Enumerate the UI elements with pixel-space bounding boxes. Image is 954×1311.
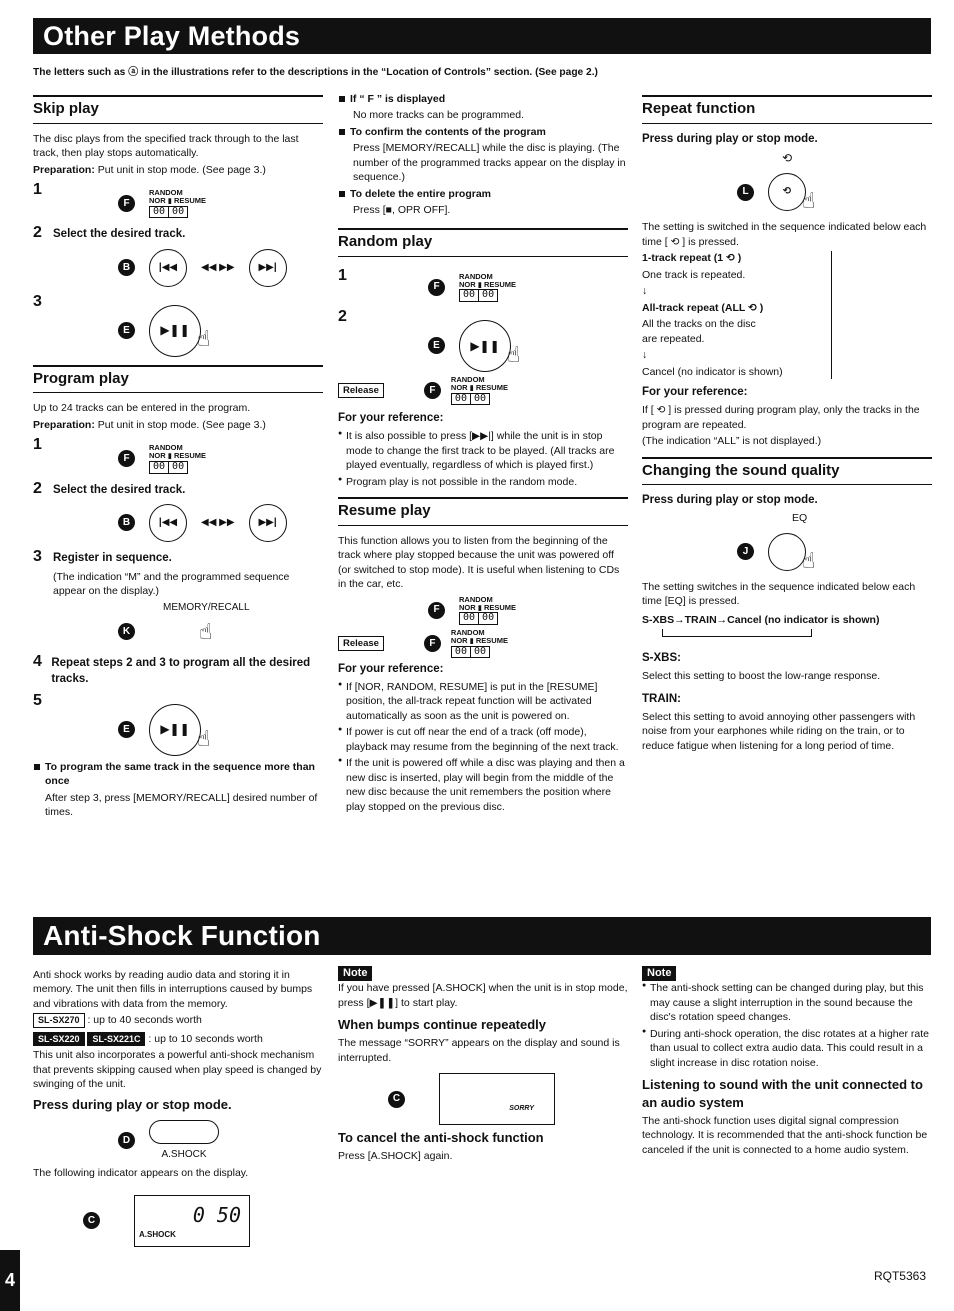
delete-heading: To delete the entire program <box>338 187 628 201</box>
same-track-text: After step 3, press [MEMORY/RECALL] desired number of times. <box>45 791 318 819</box>
label-e-icon: E <box>118 322 135 339</box>
random-play-illus <box>428 320 628 372</box>
label-e-icon: E <box>118 721 135 738</box>
repeat-symbol-icon: ⟲ <box>782 150 793 165</box>
sxbs-heading: S-XBS: <box>642 652 681 665</box>
hand-icon: ☝ <box>197 326 211 352</box>
lcd-display: RANDOM NOR ▮ RESUME 00 00 <box>459 594 517 624</box>
document-code: RQT5363 <box>873 1269 926 1283</box>
label-f-icon: F <box>428 279 445 296</box>
play-pause-button[interactable]: ▶❚❚ <box>149 704 201 756</box>
repeat-all-text: All the tracks on the disc are repeated. <box>642 318 756 345</box>
antishock-press: Press during play or stop mode. <box>33 1096 232 1112</box>
antishock-following: The following indicator appears on the display. <box>33 1167 249 1180</box>
section-banner-other-play: Other Play Methods <box>33 18 931 54</box>
lcd-display: RANDOM NOR ▮ RESUME 00 00 <box>149 188 207 217</box>
resume-ref-3: ● If the unit is powered off while a disc was playing and then a new disc is inserted, play will begin from the middle of the new disc because the unit remembers the position where play stopped on the previous disc. <box>338 756 628 814</box>
repeat-button-illus <box>737 168 932 216</box>
bumps-heading: When bumps continue repeatedly <box>338 1017 547 1033</box>
confirm-text: Press [MEMORY/RECALL] while the disc is playing. (The number of the programmed tracks appear on the display in sequence.) <box>353 142 626 184</box>
resume-ref-2: ● If power is cut off near the end of a track (off mode), playback may resume from the beginning of the next track. <box>338 725 628 754</box>
resume-play-heading: Resume play <box>338 497 628 526</box>
if-f-text: No more tracks can be programmed. <box>353 109 524 122</box>
listen-heading: Listening to sound with the unit connected to an audio system <box>642 1077 923 1111</box>
program-step-5: 5 <box>33 691 42 709</box>
random-ref-2: ● Program play is not possible in the random mode. <box>338 475 628 489</box>
note-tag: Note <box>642 966 676 981</box>
delete-text: Press [■, OPR OFF]. <box>353 204 451 217</box>
sound-desc: The setting switches in the sequence indicated below each time [EQ] is pressed. <box>642 581 916 608</box>
random-play-heading: Random play <box>338 228 628 257</box>
cancel-heading: To cancel the anti-shock function <box>338 1130 544 1146</box>
antishock-column-3 <box>642 966 932 1159</box>
sxbs-text: Select this setting to boost the low-range response. <box>642 670 881 683</box>
sound-press: Press during play or stop mode. <box>642 494 818 507</box>
label-k-icon: K <box>118 623 135 640</box>
skip-play-heading: Skip play <box>33 95 323 124</box>
play-pause-button[interactable]: ▶❚❚ <box>149 305 201 357</box>
sound-sequence: S-XBS→TRAIN→Cancel (no indicator is shown) <box>642 613 880 626</box>
note2-bullet-1: ● The anti-shock setting can be changed during play, but this may cause a slight interruption in the sound because the disc's rotation speed changes. <box>642 981 932 1024</box>
intro-text: The letters such as ⓐ in the illustrations refer to the descriptions in the “Location of Controls” section. (See page 2.) <box>33 67 598 78</box>
lcd-display: RANDOM NOR ▮ RESUME 00 00 <box>450 374 508 404</box>
program-s3-note: (The indication “M” and the programmed sequence appear on the display.) <box>53 570 290 598</box>
hand-icon: ☝ <box>197 725 211 751</box>
repeat-sequence: 1-track repeat (1 ⟲ ) One track is repeated. ↓ All-track repeat (ALL ⟲ ) All the tracks on the disc are repeated. ↓ Cancel (no indicator is shown) <box>642 251 832 379</box>
resume-ref-1: ● If [NOR, RANDOM, RESUME] is put in the [RESUME] position, the all-track repeat function will be activated automatically as soon as the unit is powered on. <box>338 680 628 723</box>
repeat-press: Press during play or stop mode. <box>642 132 818 145</box>
random-ref-heading: For your reference: <box>338 412 444 425</box>
sorry-display: SORRY <box>439 1073 555 1125</box>
memory-recall-label: MEMORY/RECALL <box>163 601 250 613</box>
release-label: Release <box>338 636 384 651</box>
program-step-1: 1 <box>33 436 42 454</box>
cancel-text: Press [A.SHOCK] again. <box>338 1149 453 1162</box>
repeat-ref-text: If [ ⟲ ] is pressed during program play, only the tracks in the program are repeated. <box>642 404 920 431</box>
repeat-one-heading: 1-track repeat (1 ⟲ ) <box>642 252 742 265</box>
label-f-icon: F <box>424 635 441 652</box>
memory-button-illus <box>118 617 323 647</box>
label-b-icon: B <box>118 259 135 276</box>
ashock-display: 0 50 A.SHOCK <box>134 1195 250 1247</box>
lcd-display: RANDOM NOR ▮ RESUME 00 00 <box>149 443 207 473</box>
ashock-button-illus <box>118 1120 323 1162</box>
sound-quality-heading: Changing the sound quality <box>642 457 932 486</box>
skip-step-3: 3 <box>33 292 42 310</box>
antishock-column-1 <box>33 968 323 1251</box>
repeat-button[interactable]: ⟲ <box>768 173 806 211</box>
skip-step-1: 1 <box>33 181 42 199</box>
hand-icon: ☝ <box>802 547 816 573</box>
repeat-all-heading: All-track repeat (ALL ⟲ ) <box>642 301 764 314</box>
label-f-icon: F <box>118 195 135 212</box>
confirm-heading: To confirm the contents of the program <box>338 125 628 139</box>
skip-play-illus <box>118 305 323 357</box>
program-play-heading: Program play <box>33 365 323 394</box>
antishock-desc: Anti shock works by reading audio data and storing it in memory. The unit then fills in interruptions caused by bumps and vibrations with data from the memory. <box>33 969 313 1010</box>
skip-forward-button[interactable]: ▶▶| <box>249 249 287 287</box>
section-banner-anti-shock: Anti-Shock Function <box>33 917 931 955</box>
eq-button-illus <box>737 528 932 576</box>
model-tag: SL-SX220 <box>33 1032 85 1046</box>
label-c-icon: C <box>83 1212 100 1229</box>
skip-prep: Preparation: Put unit in stop mode. (See page 3.) <box>33 163 266 176</box>
program-desc: Up to 24 tracks can be entered in the program. <box>33 402 251 415</box>
column-3 <box>642 95 932 755</box>
skip-back-button[interactable]: |◀◀ <box>149 249 187 287</box>
eq-button[interactable] <box>768 533 806 571</box>
model2-row: SL-SX220 SL-SX221C : up to 10 seconds worth <box>33 1032 323 1046</box>
skip-step-2: 2 Select the desired track. <box>33 224 186 242</box>
repeat-ref-text2: (The indication “ALL” is not displayed.) <box>642 435 822 448</box>
random-ref-1: ● It is also possible to press [▶▶|] while the unit is in stop mode to change the first track to be played. (All tracks are played eventually, regardless of which is played first.) <box>338 429 628 472</box>
repeat-ref-heading: For your reference: <box>642 386 748 399</box>
antishock-desc2: This unit also incorporates a powerful anti-shock mechanism that prevents skipping caused when play speed is changed by swinging of the unit. <box>33 1049 322 1091</box>
random-step-1: 1 <box>338 266 347 284</box>
release-label: Release <box>338 383 384 398</box>
model1-row: SL-SX270 : up to 40 seconds worth <box>33 1013 323 1027</box>
resume-lcd-illus-1 <box>428 596 628 625</box>
same-track-heading: To program the same track in the sequence more than once <box>33 760 323 789</box>
if-f-heading: If “ F ” is displayed <box>338 92 628 106</box>
random-release-illus <box>338 376 628 405</box>
repeat-one-text: One track is repeated. <box>642 268 746 281</box>
label-c-icon: C <box>388 1091 405 1108</box>
program-prep: Preparation: Put unit in stop mode. (See page 3.) <box>33 418 266 431</box>
sorry-display-illus <box>388 1073 628 1125</box>
ashock-label: A.SHOCK <box>161 1149 207 1161</box>
label-e-icon: E <box>428 337 445 354</box>
repeat-heading: Repeat function <box>642 95 932 124</box>
train-text: Select this setting to avoid annoying other passengers with noise from your earphones while riding on the train, or to reduce fatigue when listening for a long period of time. <box>642 710 916 752</box>
skip-lcd-illus <box>118 189 323 218</box>
ashock-button[interactable] <box>149 1120 219 1144</box>
bumps-text: The message “SORRY” appears on the display and sound is interrupted. <box>338 1037 620 1064</box>
repeat-cancel: Cancel (no indicator is shown) <box>642 365 783 378</box>
skip-forward-button[interactable]: ▶▶| <box>249 504 287 542</box>
model-tag: SL-SX270 <box>33 1013 85 1027</box>
hand-icon: ☝ <box>199 618 213 644</box>
random-step-2: 2 <box>338 307 347 325</box>
label-f-icon: F <box>118 450 135 467</box>
resume-release-illus <box>338 629 628 658</box>
train-heading: TRAIN: <box>642 692 681 705</box>
eq-label: EQ <box>792 512 808 525</box>
play-pause-button[interactable]: ▶❚❚ <box>459 320 511 372</box>
program-step-2: 2 Select the desired track. <box>33 479 186 497</box>
lcd-display: RANDOM NOR ▮ RESUME 00 00 <box>459 271 517 301</box>
label-f-icon: F <box>428 602 445 619</box>
skip-desc: The disc plays from the specified track through to the last track, then play stops automatically. <box>33 132 299 160</box>
antishock-column-2 <box>338 966 628 1165</box>
program-buttons-illus: B |◀◀ ◀◀ ▶▶ ▶▶| <box>118 504 323 542</box>
program-step-3: 3 Register in sequence. <box>33 547 172 565</box>
page-number: 4 <box>0 1250 20 1311</box>
program-step-4: 4 Repeat steps 2 and 3 to program all the desired tracks. <box>33 652 311 685</box>
column-1 <box>33 95 323 822</box>
random-lcd-illus <box>428 273 628 302</box>
skip-back-button[interactable]: |◀◀ <box>149 504 187 542</box>
hand-icon: ☝ <box>802 188 816 214</box>
program-play-illus <box>118 704 323 756</box>
note1-text: If you have pressed [A.SHOCK] when the unit is in stop mode, press [▶❚❚] to start play. <box>338 982 628 1009</box>
resume-desc: This function allows you to listen from the beginning of the track where play stopped because the unit was powered off (or switched to stop mode). It is useful when listening to CDs in the car, etc. <box>338 534 620 591</box>
model-tag: SL-SX221C <box>87 1032 145 1046</box>
label-f-icon: F <box>424 382 441 399</box>
resume-ref-heading: For your reference: <box>338 663 444 676</box>
label-j-icon: J <box>737 543 754 560</box>
listen-text: The anti-shock function uses digital signal compression technology. It is recommended that the anti-shock function be canceled if the unit is connected to a home audio system. <box>642 1114 928 1156</box>
lcd-display: RANDOM NOR ▮ RESUME 00 00 <box>450 627 508 657</box>
label-d-icon: D <box>118 1132 135 1149</box>
skip-buttons-illus: B |◀◀ ◀◀ ▶▶ ▶▶| <box>118 249 323 287</box>
note2-bullet-2: ● During anti-shock operation, the disc rotates at a higher rate than usual to collect extra audio data. This could result in a slight increase in disc rotation noise. <box>642 1027 932 1070</box>
label-b-icon: B <box>118 514 135 531</box>
ashock-display-illus <box>83 1195 323 1247</box>
program-lcd-illus <box>118 444 323 473</box>
label-l-icon: L <box>737 184 754 201</box>
note-tag: Note <box>338 966 372 981</box>
column-2 <box>338 92 628 816</box>
repeat-desc: The setting is switched in the sequence indicated below each time [ ⟲ ] is pressed. <box>642 221 927 248</box>
hand-icon: ☝ <box>507 341 521 367</box>
